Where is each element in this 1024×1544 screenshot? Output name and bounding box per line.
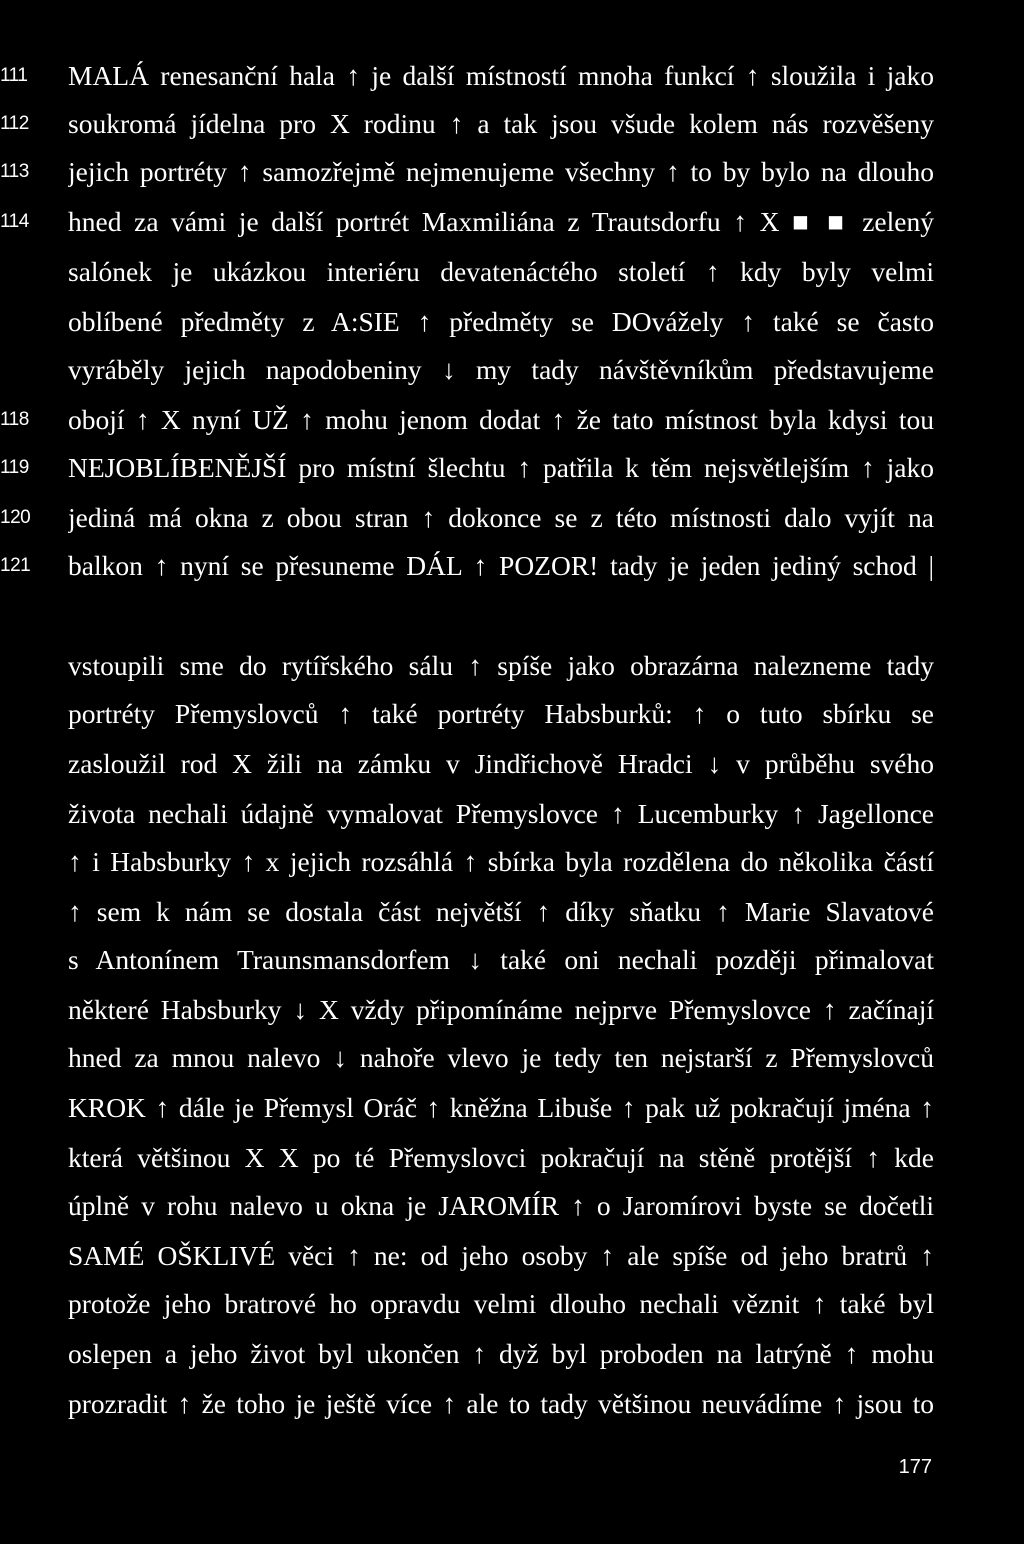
transcript-line [0, 940, 1024, 980]
line-text: vstoupili sme do rytířského sálu ↑ spíše jako obrazárna nalezneme tady [68, 650, 934, 681]
transcript-line [0, 302, 1024, 342]
line-text: NEJOBLÍBENĚJŠÍ pro místní šlechtu ↑ patřila k těm nejsvětlejším ↑ jako [68, 452, 934, 483]
line-text: vyráběly jejich napodobeniny ↓ my tady návštěvníkům představujeme [68, 354, 934, 385]
line-text: života nechali údajně vymalovat Přemyslovce ↑ Lucemburky ↑ Jagellonce [68, 798, 934, 829]
line-number: 118 [0, 409, 29, 430]
line-text: balkon ↑ nyní se přesuneme DÁL ↑ POZOR! tady je jeden jediný schod | [68, 550, 934, 581]
transcript-line [0, 646, 1024, 686]
line-text: KROK ↑ dále je Přemysl Oráč ↑ kněžna Libuše ↑ pak už pokračují jména ↑ [68, 1092, 934, 1123]
transcript-line [0, 1138, 1024, 1178]
line-number: 112 [0, 113, 29, 134]
line-text: obojí ↑ X nyní UŽ ↑ mohu jenom dodat ↑ že tato místnost byla kdysi tou [68, 404, 934, 435]
line-text: oblíbené předměty z A:SIE ↑ předměty se DOvážely ↑ také se často [68, 306, 934, 337]
line-text: jediná má okna z obou stran ↑ dokonce se z této místnosti dalo vyjít na [68, 502, 934, 533]
line-text: která většinou X X po té Přemyslovci pokračují na stěně protější ↑ kde [68, 1142, 934, 1173]
line-text: úplně v rohu nalevo u okna je JAROMÍR ↑ o Jaromírovi byste se dočetli [68, 1190, 934, 1221]
transcript-line [0, 794, 1024, 834]
line-text: zasloužil rod X žili na zámku v Jindřichově Hradci ↓ v průběhu svého [68, 748, 934, 779]
line-number: 113 [0, 161, 29, 182]
line-text: SAMÉ OŠKLIVÉ věci ↑ ne: od jeho osoby ↑ ale spíše od jeho bratrů ↑ [68, 1240, 934, 1271]
transcript-line [0, 990, 1024, 1030]
transcript-line [0, 1284, 1024, 1324]
transcript-line [0, 1088, 1024, 1128]
line-text: hned za mnou nalevo ↓ nahoře vlevo je tedy ten nejstarší z Přemyslovců [68, 1042, 934, 1073]
transcript-line [0, 842, 1024, 882]
transcript-line [0, 744, 1024, 784]
line-number: 121 [0, 555, 31, 576]
transcript-line [0, 1186, 1024, 1226]
line-text: ↑ i Habsburky ↑ x jejich rozsáhlá ↑ sbírka byla rozdělena do několika částí [68, 846, 934, 877]
line-text: protože jeho bratrové ho opravdu velmi dlouho nechali věznit ↑ také byl [68, 1288, 934, 1319]
line-number: 119 [0, 457, 29, 478]
line-text: oslepen a jeho život byl ukončen ↑ dyž byl proboden na latrýně ↑ mohu [68, 1338, 934, 1369]
transcript-line [0, 56, 1024, 96]
line-text: hned za vámi je další portrét Maxmiliána z Trautsdorfu ↑ X ■ ■ zelený [68, 206, 934, 237]
transcript-line [0, 448, 1024, 488]
transcript-line [0, 152, 1024, 192]
transcript-line [0, 694, 1024, 734]
line-text: soukromá jídelna pro X rodinu ↑ a tak jsou všude kolem nás rozvěšeny [68, 108, 934, 139]
transcript-line [0, 104, 1024, 144]
page-number: 177 [898, 1456, 932, 1478]
transcript-line [0, 1334, 1024, 1374]
transcript-line [0, 546, 1024, 586]
transcript-line [0, 1038, 1024, 1078]
transcript-line [0, 350, 1024, 390]
line-number: 111 [0, 65, 28, 86]
transcript-line [0, 498, 1024, 538]
line-text: ↑ sem k nám se dostala část největší ↑ díky sňatku ↑ Marie Slavatové [68, 896, 934, 927]
line-number: 120 [0, 507, 31, 528]
line-text: salónek je ukázkou interiéru devatenáctého století ↑ kdy byly velmi [68, 256, 934, 287]
transcript-line [0, 892, 1024, 932]
line-text: některé Habsburky ↓ X vždy připomínáme nejprve Přemyslovce ↑ začínají [68, 994, 934, 1025]
line-text: portréty Přemyslovců ↑ také portréty Habsburků: ↑ o tuto sbírku se [68, 698, 934, 729]
transcript-line [0, 252, 1024, 292]
line-text: MALÁ renesanční hala ↑ je další místností mnoha funkcí ↑ sloužila i jako [68, 60, 934, 91]
line-number: 114 [0, 211, 29, 232]
transcript-line [0, 202, 1024, 242]
line-text: s Antonínem Traunsmansdorfem ↓ také oni nechali později přimalovat [68, 944, 934, 975]
line-text: jejich portréty ↑ samozřejmě nejmenujeme všechny ↑ to by bylo na dlouho [68, 156, 934, 187]
transcript-line [0, 400, 1024, 440]
line-text: prozradit ↑ že toho je ještě více ↑ ale to tady většinou neuvádíme ↑ jsou to [68, 1388, 934, 1419]
transcript-line [0, 1384, 1024, 1424]
transcript-line [0, 1236, 1024, 1276]
